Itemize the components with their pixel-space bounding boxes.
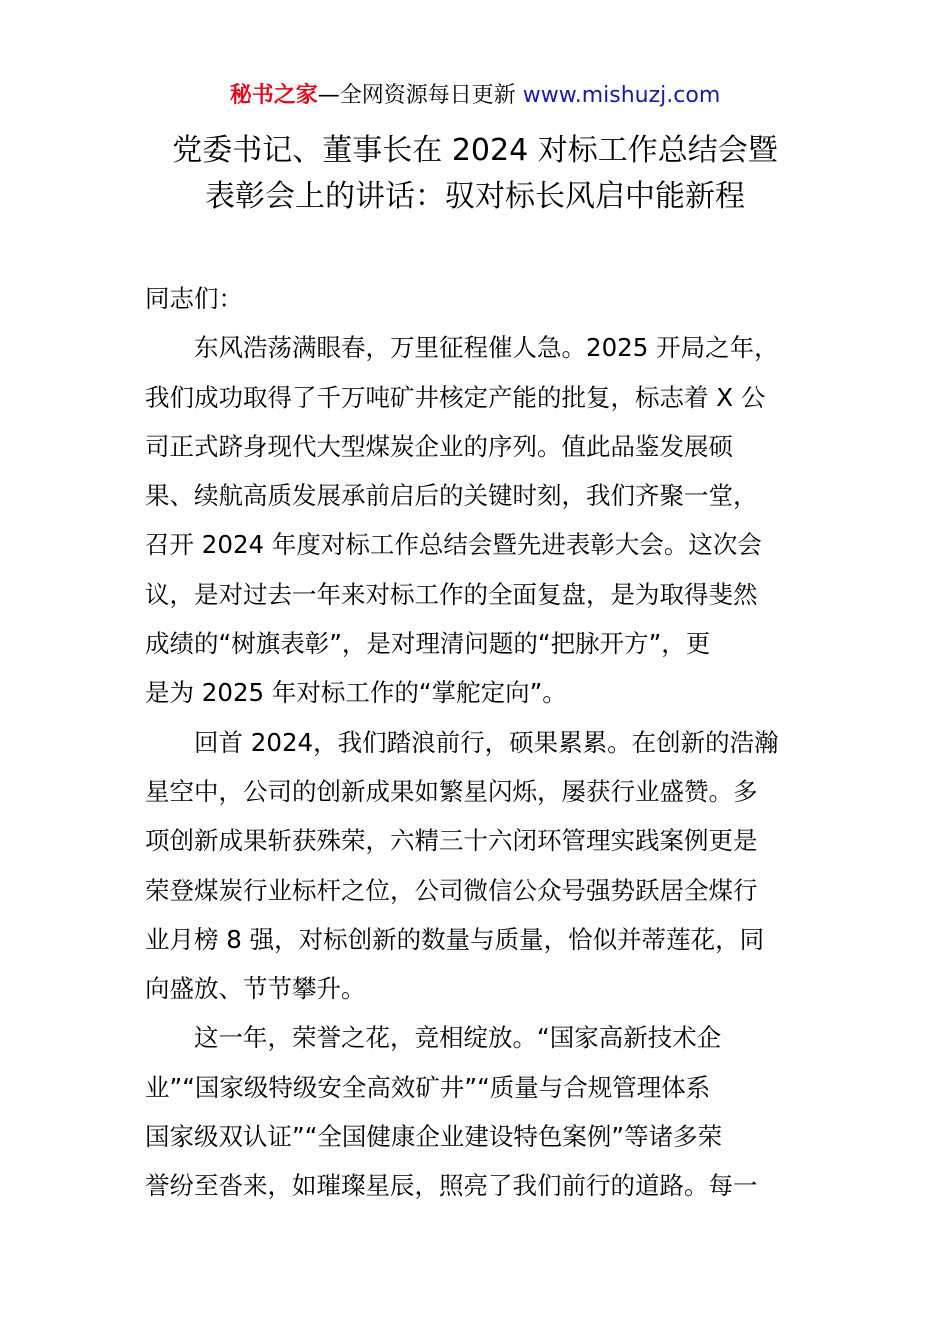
site-url[interactable]: www.mishuzj.com	[522, 83, 721, 108]
brand-name: 秘书之家	[229, 83, 318, 108]
body-line: 东风浩荡满眼春，万里征程催人急。2025 开局之年，	[194, 333, 779, 363]
site-header	[0, 80, 950, 112]
site-tagline: —全网资源每日更新	[317, 83, 523, 108]
body-line: 果、续航高质发展承前启后的关键时刻，我们齐聚一堂，	[145, 481, 758, 511]
body-line: 业月榜 8 强，对标创新的数量与质量，恰似并蒂莲花，同	[145, 924, 765, 954]
body-line: 这一年，荣誉之花，竞相绽放。“国家高新技术企	[194, 1023, 722, 1053]
body-line: 国家级双认证”“全国健康企业建设特色案例”等诸多荣	[145, 1122, 723, 1152]
body-line: 向盛放、节节攀升。	[145, 974, 366, 1004]
body-line: 荣登煤炭行业标杆之位，公司微信公众号强势跃居全煤行	[145, 875, 758, 905]
body-line: 是为 2025 年对标工作的“掌舵定向”。	[145, 678, 567, 708]
body-line: 誉纷至沓来，如璀璨星辰，照亮了我们前行的道路。每一	[145, 1171, 758, 1201]
body-line: 业”“国家级特级安全高效矿井”“质量与合规管理体系	[145, 1072, 711, 1102]
document-title	[0, 128, 950, 220]
body-line: 回首 2024，我们踏浪前行，硕果累累。在创新的浩瀚	[194, 727, 779, 757]
body-line: 召开 2024 年度对标工作总结会暨先进表彰大会。这次会	[145, 530, 762, 560]
body-line: 项创新成果斩获殊荣，六精三十六闭环管理实践案例更是	[145, 826, 758, 856]
body-line: 议，是对过去一年来对标工作的全面复盘，是为取得斐然	[145, 579, 758, 609]
body-line: 我们成功取得了千万吨矿井核定产能的批复，标志着 X 公	[145, 382, 766, 412]
body-line: 星空中，公司的创新成果如繁星闪烁，屡获行业盛赞。多	[145, 776, 758, 806]
body-line: 司正式跻身现代大型煤炭企业的序列。值此品鉴发展硕	[145, 431, 733, 461]
body-line: 成绩的“树旗表彰”，是对理清问题的“把脉开方”，更	[145, 629, 711, 659]
title-line-2: 表彰会上的讲话：驭对标长风启中能新程	[205, 179, 745, 214]
document-body	[145, 274, 807, 1211]
salutation: 同志们：	[145, 284, 243, 313]
title-line-1: 党委书记、董事长在 2024 对标工作总结会暨	[172, 133, 778, 168]
